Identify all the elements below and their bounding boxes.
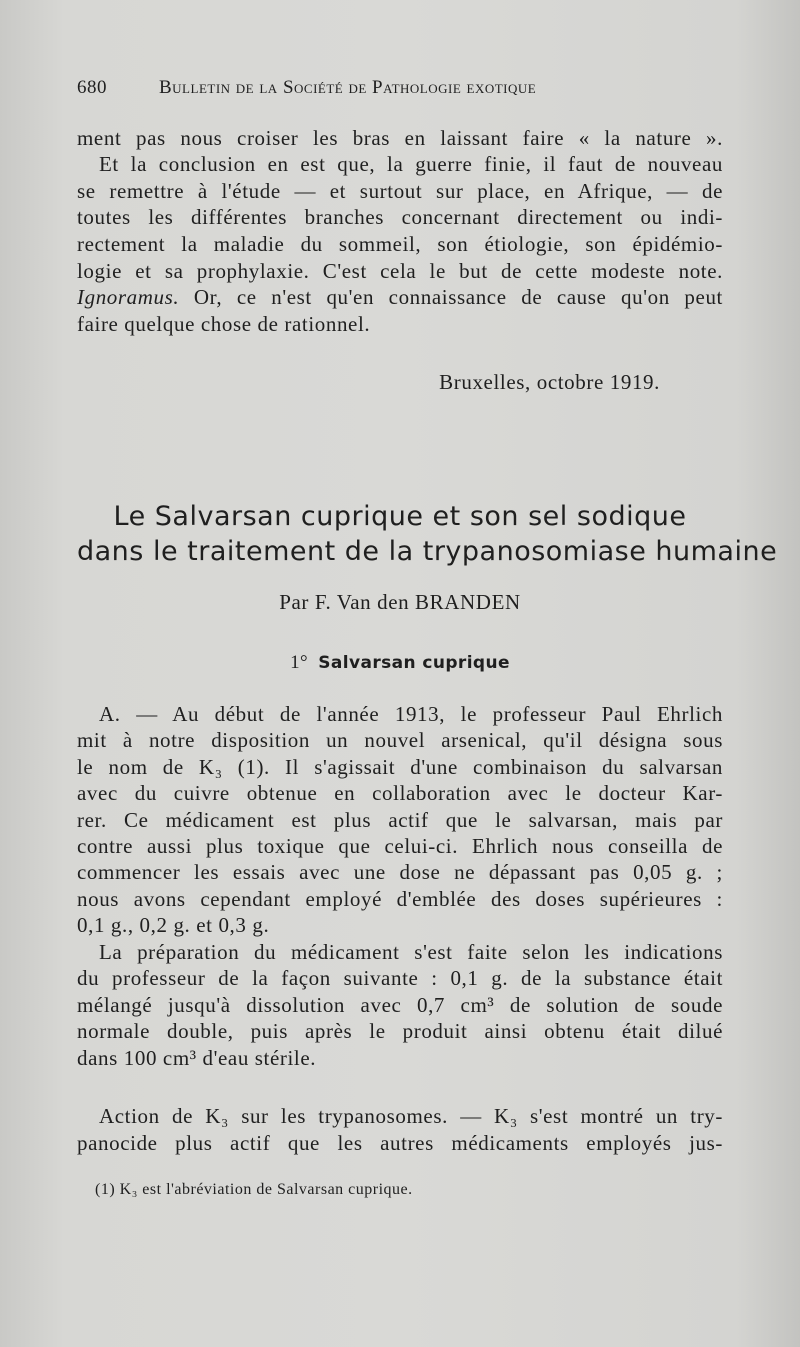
footnote: (1) K₃ est l'abréviation de Salvarsan cuprique.: [95, 1181, 413, 1198]
text-line: commencer les essais avec une dose ne dépassant pas 0,05 g. ;: [77, 860, 723, 884]
text-line: ment pas nous croiser les bras en laissant faire « la nature ».: [77, 126, 723, 150]
text-line: avec du cuivre obtenue en collaboration avec le docteur Kar-: [77, 781, 723, 805]
text-line: 0,1 g., 0,2 g. et 0,3 g.: [77, 913, 270, 937]
text-line: La préparation du médicament s'est faite selon les indications: [99, 940, 723, 964]
text-line: panocide plus actif que les autres médicaments employés jus-: [77, 1131, 723, 1155]
text-line: A. — Au début de l'année 1913, le professeur Paul Ehrlich: [99, 702, 723, 726]
running-title: Bulletin de la Société de Pathologie exotique: [159, 77, 537, 98]
text-line: Et la conclusion en est que, la guerre finie, il faut de nouveau: [99, 152, 723, 176]
page-number: 680: [77, 77, 107, 98]
text-line: du professeur de la façon suivante : 0,1 g. de la substance était: [77, 966, 723, 990]
section-title: Salvarsan cuprique: [318, 653, 510, 673]
signature: Bruxelles, octobre 1919.: [439, 370, 660, 394]
running-header: [77, 77, 536, 99]
text-line: logie et sa prophylaxie. C'est cela le but de cette modeste note.: [77, 259, 723, 283]
italic-word: Ignoramus.: [77, 285, 180, 309]
text-line: toutes les différentes branches concernant directement ou indi-: [77, 205, 723, 229]
text-line: se remettre à l'étude — et surtout sur place, en Afrique, — de: [77, 179, 723, 203]
text-line: mélangé jusqu'à dissolution avec 0,7 cm³ de solution de soude: [77, 993, 723, 1017]
text-line: rer. Ce médicament est plus actif que le salvarsan, mais par: [77, 808, 723, 832]
article-title-line-2: dans le traitement de la trypanosomiase humaine: [77, 536, 778, 567]
text-line: dans 100 cm³ d'eau stérile.: [77, 1046, 317, 1070]
text-line: nous avons cependant employé d'emblée des doses supérieures :: [77, 887, 723, 911]
text-line: rectement la maladie du sommeil, son étiologie, son épidémio-: [77, 232, 723, 256]
text-line: contre aussi plus toxique que celui-ci. Ehrlich nous conseilla de: [77, 834, 723, 858]
author-line: Par F. Van den BRANDEN: [279, 590, 521, 614]
text-line: faire quelque chose de rationnel.: [77, 312, 371, 336]
section-number: 1°: [290, 652, 308, 673]
text-line: Action de K₃ sur les trypanosomes. — K₃ s'est montré un try-: [99, 1104, 723, 1128]
text-line: mit à notre disposition un nouvel arsenical, qu'il désigna sous: [77, 728, 723, 752]
section-heading: [77, 652, 723, 674]
text-line: le nom de K₃ (1). Il s'agissait d'une combinaison du salvarsan: [77, 755, 723, 779]
article-title-line-1: Le Salvarsan cuprique et son sel sodique: [113, 501, 687, 532]
text-line: normale double, puis après le produit ainsi obtenu était dilué: [77, 1019, 723, 1043]
text-line: Ignoramus. Or, ce n'est qu'en connaissance de cause qu'on peut: [77, 285, 723, 309]
